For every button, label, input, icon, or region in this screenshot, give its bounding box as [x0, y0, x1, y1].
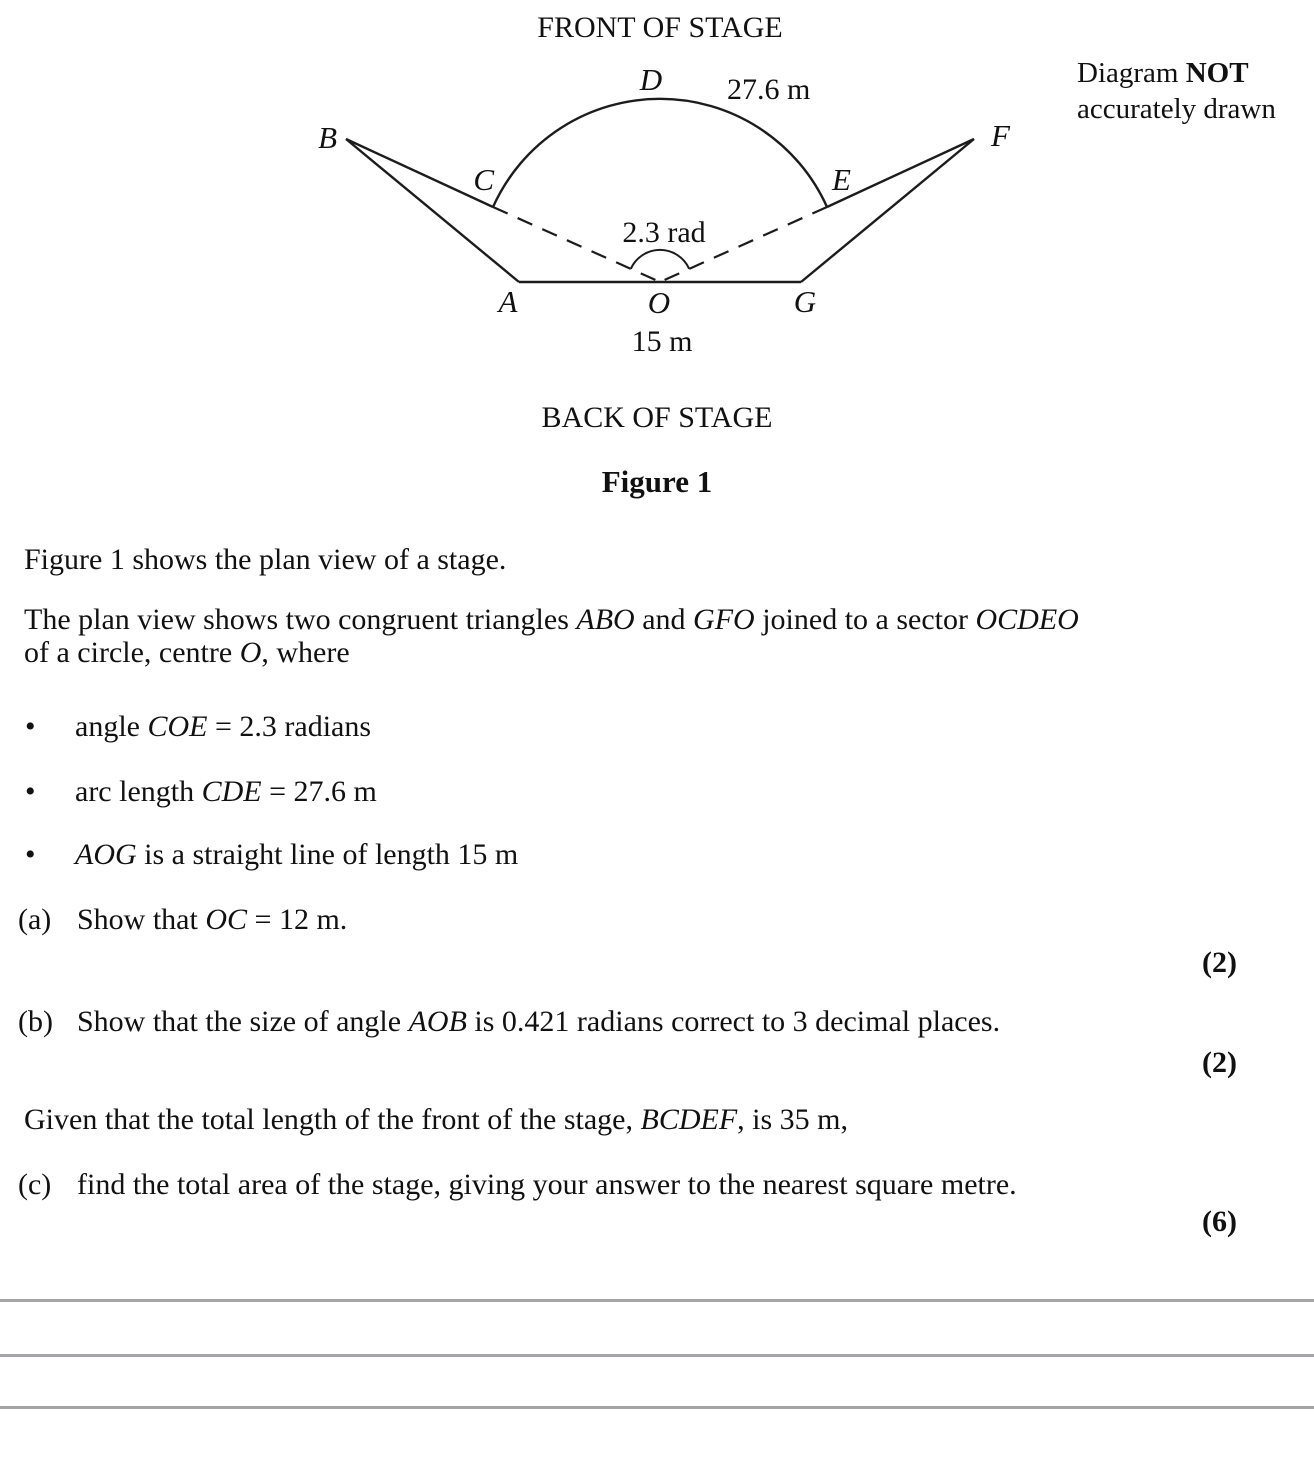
bullet-angle: • angle COE = 2.3 radians	[25, 710, 372, 743]
edge-G-F	[801, 139, 974, 282]
marks-b: (2)	[1202, 1046, 1237, 1079]
marks-c: (6)	[1202, 1205, 1237, 1238]
label-D: D	[639, 62, 663, 97]
question-a: (a) Show that OC = 12 m.	[18, 903, 348, 936]
diagram-note-line1: Diagram NOT	[1077, 57, 1249, 89]
diagram-note	[1077, 55, 1276, 127]
paragraph-given: Given that the total length of the front of the stage, BCDEF, is 35 m,	[24, 1103, 849, 1136]
answer-line	[0, 1354, 1314, 1357]
back-of-stage-label: BACK OF STAGE	[541, 401, 773, 434]
edge-B-C	[346, 139, 493, 207]
bullet-arc-length: • arc length CDE = 27.6 m	[25, 775, 377, 808]
figure-caption: Figure 1	[601, 464, 713, 499]
bullet-straight-line: • AOG is a straight line of length 15 m	[25, 838, 519, 871]
paragraph-description-line1: The plan view shows two congruent triangles ABO and GFO joined to a sector OCDEO	[24, 603, 1079, 636]
bullet-marker: •	[25, 838, 36, 871]
base-length-label: 15 m	[631, 325, 693, 358]
arc-length-label: 27.6 m	[727, 73, 811, 106]
label-A: A	[498, 284, 518, 319]
label-G: G	[793, 284, 817, 319]
question-b: (b) Show that the size of angle AOB is 0.421 radians correct to 3 decimal places.	[18, 1005, 1001, 1038]
label-C: C	[473, 162, 494, 197]
bullet-marker: •	[25, 710, 36, 743]
label-E: E	[832, 162, 851, 197]
angle-label: 2.3 rad	[622, 216, 706, 249]
paragraph-description-line2: of a circle, centre O, where	[24, 636, 350, 669]
bullet-marker: •	[25, 775, 36, 808]
question-c-label: (c)	[18, 1168, 52, 1201]
sector-arc-CDE	[493, 99, 827, 207]
front-of-stage-label: FRONT OF STAGE	[537, 11, 783, 44]
answer-line	[0, 1299, 1314, 1302]
diagram-note-line2: accurately drawn	[1077, 93, 1276, 125]
marks-a: (2)	[1202, 946, 1237, 979]
label-F: F	[991, 118, 1010, 153]
question-c: (c) find the total area of the stage, giving your answer to the nearest square metre.	[18, 1168, 1017, 1201]
label-B: B	[318, 120, 337, 155]
question-a-label: (a)	[18, 903, 52, 936]
edge-B-A	[346, 139, 519, 282]
angle-arc-at-O	[631, 250, 689, 269]
paragraph-intro: Figure 1 shows the plan view of a stage.	[24, 543, 507, 576]
label-O: O	[647, 285, 671, 320]
question-b-label: (b)	[18, 1005, 53, 1038]
answer-line	[0, 1406, 1314, 1409]
